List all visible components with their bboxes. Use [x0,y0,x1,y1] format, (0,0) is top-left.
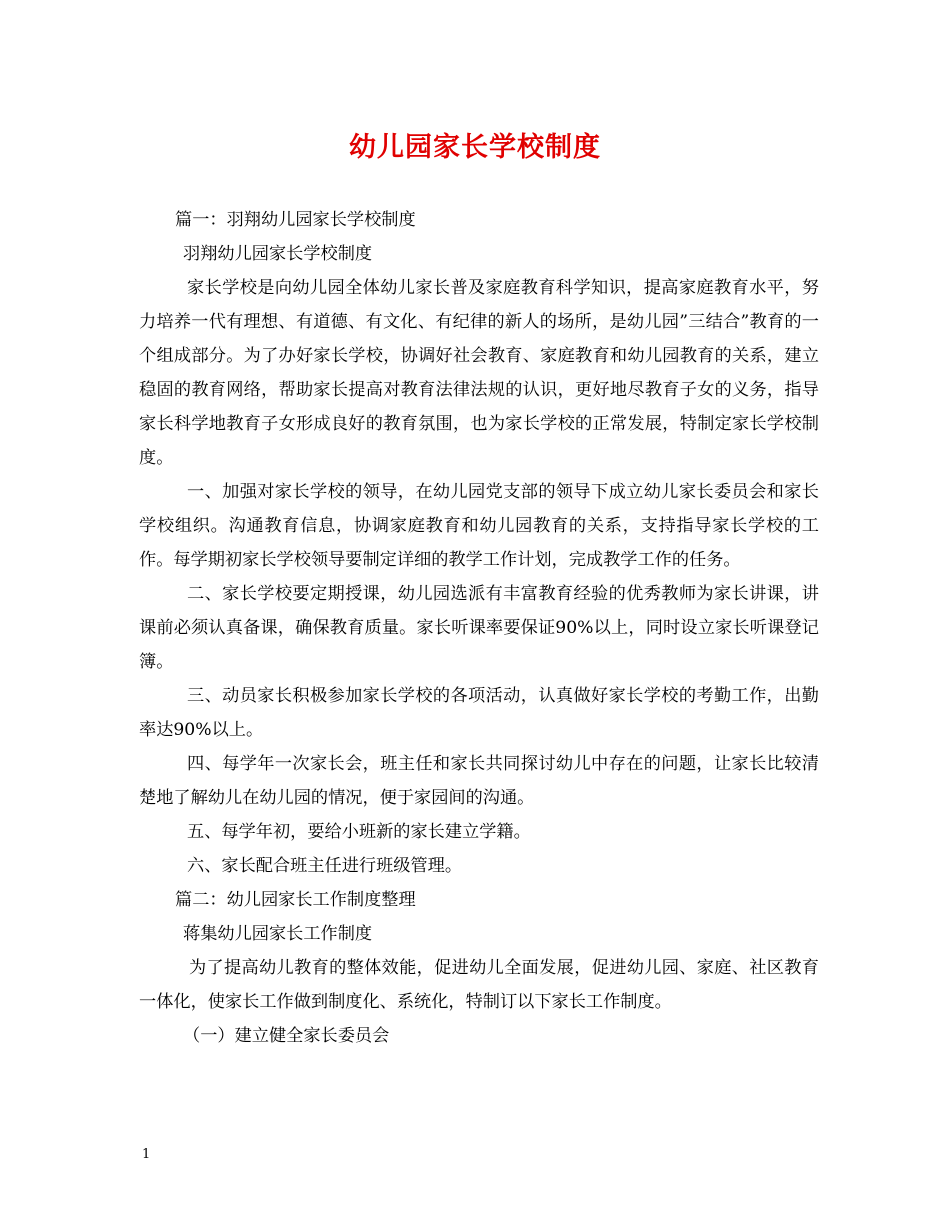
paragraph-item-1: 一、加强对家长学校的领导，在幼儿园党支部的领导下成立幼儿家长委员会和家长学校组织。沟通教育信息，协调家庭教育和幼儿园教育的关系，支持指导家长学校的工作。每学期初家长学校领导要制定详细的教学工作计划，完成教学工作的任务。 [139,482,819,570]
paragraph-intro-2: 为了提高幼儿教育的整体效能，促进幼儿全面发展，促进幼儿园、家庭、社区教育一体化，使家长工作做到制度化、系统化，特制订以下家长工作制度。 [139,958,819,1012]
paragraph-item-2: 二、家长学校要定期授课，幼儿园选派有丰富教育经验的优秀教师为家长讲课，讲课前必须认真备课，确保教育质量。家长听课率要保证90%以上，同时设立家长听课登记簿。 [139,584,819,672]
paragraph-item-6: 六、家长配合班主任进行班级管理。 [187,856,463,876]
paragraph-item-5: 五、每学年初，要给小班新的家长建立学籍。 [187,822,531,842]
section-heading-2: 篇二：幼儿园家长工作制度整理 [175,890,416,910]
paragraph-intro: 家长学校是向幼儿园全体幼儿家长普及家庭教育科学知识，提高家庭教育水平，努力培养一代有理想、有道德、有文化、有纪律的新人的场所，是幼儿园”三结合”教育的一个组成部分。为了办好家长学校，协调好社会教育、家庭教育和幼儿园教育的关系，建立稳固的教育网络，帮助家长提高对教育法律法规的认识，更好地尽教育子女的义务，指导家长科学地教育子女形成良好的教育氛围，也为家长学校的正常发展，特制定家长学校制度。 [139,278,819,468]
subtitle-1: 羽翔幼儿园家长学校制度 [183,244,373,264]
subheading-committee: （一）建立健全家长委员会 [183,1026,390,1046]
subtitle-2: 蒋集幼儿园家长工作制度 [183,924,373,944]
paragraph-item-4: 四、每学年一次家长会，班主任和家长共同探讨幼儿中存在的问题，让家长比较清楚地了解幼儿在幼儿园的情况，便于家园间的沟通。 [139,754,819,808]
page-number: 1 [142,1147,151,1162]
document-body [139,203,819,1053]
section-heading-1: 篇一：羽翔幼儿园家长学校制度 [175,210,416,230]
paragraph-item-3: 三、动员家长积极参加家长学校的各项活动，认真做好家长学校的考勤工作，出勤率达90%以上。 [139,686,819,740]
document-title: 幼儿园家长学校制度 [349,132,601,163]
